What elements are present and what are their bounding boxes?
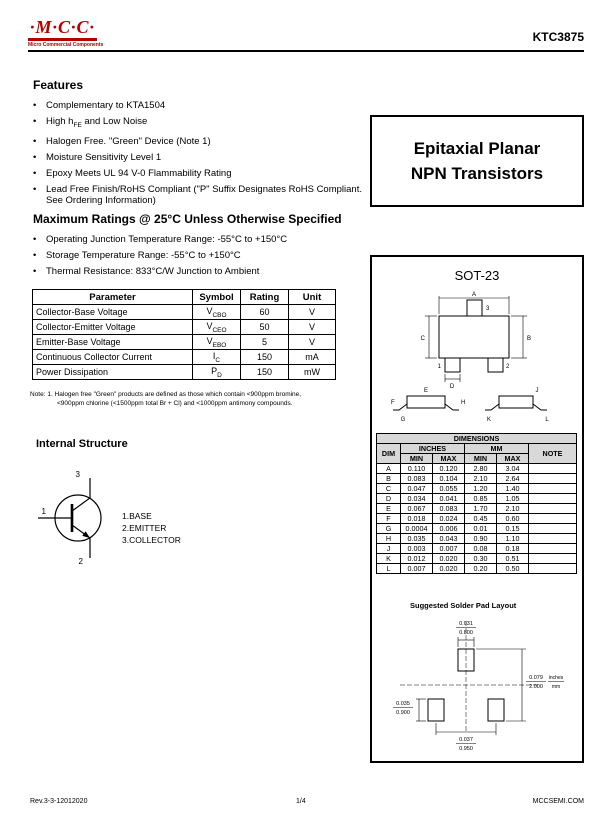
bullet-icon: • xyxy=(33,183,37,195)
bullet-icon: • xyxy=(33,116,37,127)
pad-pitch-mm: 0.950 xyxy=(459,746,473,752)
dim-mm-max: 0.15 xyxy=(497,524,529,534)
dim-in-max: 0.007 xyxy=(433,544,465,554)
rating-text: Operating Junction Temperature Range: -55°C to +150°C xyxy=(46,234,288,245)
max-ratings-section xyxy=(33,212,367,282)
ratings-table xyxy=(32,289,336,380)
feature-item xyxy=(33,116,367,131)
symbol-base: V xyxy=(206,335,213,346)
mcc-logo-text: ·M·C·C· xyxy=(28,18,97,41)
rating-cell: 150 xyxy=(241,350,289,365)
bullet-icon: • xyxy=(33,151,37,163)
dim-mm-max: 1.10 xyxy=(497,534,529,544)
feature-item xyxy=(33,168,367,179)
max-ratings-title: Maximum Ratings @ 25°C Unless Otherwise Specified xyxy=(33,212,342,226)
dim-label-k: K xyxy=(486,417,492,423)
dim-mm-max: 0.60 xyxy=(497,514,529,524)
dim-row xyxy=(377,564,577,574)
rating-item xyxy=(33,266,367,277)
rating-item xyxy=(33,234,367,245)
table-row xyxy=(33,350,336,365)
dim-in-min: 0.012 xyxy=(401,554,433,564)
pkg-pin1-number: 1 xyxy=(437,364,441,370)
feature-text: Epoxy Meets UL 94 V-0 Flammability Rating xyxy=(46,167,232,179)
dim-row xyxy=(377,494,577,504)
dim-letter: B xyxy=(377,474,401,484)
symbol-sub: CBO xyxy=(212,311,227,319)
header-dim: DIM xyxy=(377,444,401,464)
features-title: Features xyxy=(33,78,84,92)
feature-item xyxy=(33,152,367,163)
pad-width-inches: 0.031 xyxy=(459,621,473,627)
bullet-icon: • xyxy=(33,167,37,179)
dim-label-g: G xyxy=(400,417,406,423)
rating-cell: 50 xyxy=(241,320,289,335)
dim-in-max: 0.104 xyxy=(433,474,465,484)
dim-label-a: A xyxy=(471,292,477,298)
bullet-icon: • xyxy=(33,266,37,277)
dim-label-c: C xyxy=(420,336,425,342)
feature-item xyxy=(33,100,367,111)
dim-in-max: 0.083 xyxy=(433,504,465,514)
symbol-cell xyxy=(193,365,241,380)
dim-note xyxy=(529,514,577,524)
rating-item xyxy=(33,250,367,261)
feature-text-post: and Low Noise xyxy=(81,116,148,127)
pin3-number: 3 xyxy=(75,470,80,479)
feature-text: Moisture Sensitivity Level 1 xyxy=(46,151,162,163)
dim-letter: G xyxy=(377,524,401,534)
dim-mm-min: 0.20 xyxy=(465,564,497,574)
dim-letter: C xyxy=(377,484,401,494)
emitter-arrow-icon xyxy=(82,531,90,538)
unit-cell: V xyxy=(289,305,336,320)
pin1-number: 1 xyxy=(41,507,46,516)
symbol-sub: CEO xyxy=(212,326,227,334)
halogen-note xyxy=(30,391,301,408)
dimensions-group-header xyxy=(377,444,577,454)
table-row xyxy=(33,305,336,320)
max-ratings-list xyxy=(33,234,367,277)
symbol-sub: D xyxy=(217,371,222,379)
symbol-cell xyxy=(193,305,241,320)
mcc-logo-subtext: Micro Commercial Components xyxy=(28,42,104,48)
dim-in-max: 0.020 xyxy=(433,554,465,564)
rating-text: Storage Temperature Range: -55°C to +150°C xyxy=(46,250,241,261)
dim-mm-max: 2.64 xyxy=(497,474,529,484)
dim-note xyxy=(529,554,577,564)
unit-cell: V xyxy=(289,320,336,335)
dim-row xyxy=(377,514,577,524)
parameter-cell: Collector-Emitter Voltage xyxy=(33,320,193,335)
dim-note xyxy=(529,464,577,474)
dim-label-j: J xyxy=(535,388,539,394)
pad-height-inches: 0.035 xyxy=(396,701,410,707)
symbol-base: P xyxy=(211,365,218,376)
dim-in-min: 0.018 xyxy=(401,514,433,524)
bullet-icon: • xyxy=(33,100,37,111)
header-inches: INCHES xyxy=(401,444,465,454)
dimensions-table xyxy=(376,433,577,574)
dim-label-d: D xyxy=(449,384,455,390)
dim-in-max: 0.041 xyxy=(433,494,465,504)
dim-note xyxy=(529,474,577,484)
dim-label-h: H xyxy=(461,400,466,406)
dim-mm-max: 0.50 xyxy=(497,564,529,574)
dim-mm-min: 0.01 xyxy=(465,524,497,534)
pin2-number: 2 xyxy=(78,557,83,566)
symbol-base: V xyxy=(206,320,213,331)
symbol-base: I xyxy=(212,350,216,361)
parameter-cell: Continuous Collector Current xyxy=(33,350,193,365)
dim-in-min: 0.007 xyxy=(401,564,433,574)
dim-note xyxy=(529,544,577,554)
bullet-icon: • xyxy=(33,135,37,147)
internal-structure-title: Internal Structure xyxy=(36,438,128,450)
table-row xyxy=(33,320,336,335)
dim-note xyxy=(529,524,577,534)
dim-row xyxy=(377,524,577,534)
symbol-base: V xyxy=(206,305,213,316)
dim-in-max: 0.024 xyxy=(433,514,465,524)
header-parameter: Parameter xyxy=(33,290,193,305)
symbol-cell xyxy=(193,335,241,350)
dim-in-min: 0.034 xyxy=(401,494,433,504)
unit-cell: V xyxy=(289,335,336,350)
package-box xyxy=(370,255,584,763)
feature-text-sub: FE xyxy=(73,121,82,129)
header-symbol: Symbol xyxy=(193,290,241,305)
dim-mm-max: 2.10 xyxy=(497,504,529,514)
dim-in-min: 0.003 xyxy=(401,544,433,554)
pad-pitch-inches: 0.037 xyxy=(459,737,473,743)
dim-row xyxy=(377,534,577,544)
features-list xyxy=(33,100,367,206)
dim-in-max: 0.055 xyxy=(433,484,465,494)
dim-mm-max: 1.05 xyxy=(497,494,529,504)
overall-height-mm: 2.000 xyxy=(529,684,543,690)
dim-letter: K xyxy=(377,554,401,564)
pin-label-base: 1.BASE xyxy=(122,511,152,521)
dim-mm-min: 0.85 xyxy=(465,494,497,504)
dim-label-f: F xyxy=(391,400,395,406)
product-title-line2: NPN Transistors xyxy=(410,164,544,183)
units-inches-label: inches xyxy=(548,675,564,681)
parameter-cell: Emitter-Base Voltage xyxy=(33,335,193,350)
dim-letter: D xyxy=(377,494,401,504)
footer-revision: Rev.3-3-12012020 xyxy=(30,798,88,805)
feature-text xyxy=(46,116,367,131)
header-max-inches: MAX xyxy=(433,454,465,464)
feature-text: Halogen Free. "Green" Device (Note 1) xyxy=(46,135,211,147)
symbol-sub: C xyxy=(215,356,221,364)
header-max-mm: MAX xyxy=(497,454,529,464)
dim-mm-min: 1.70 xyxy=(465,504,497,514)
pad-height-mm: 0.900 xyxy=(396,710,410,716)
dim-note xyxy=(529,504,577,514)
pin-labels xyxy=(122,510,181,546)
dim-in-min: 0.067 xyxy=(401,504,433,514)
dim-note xyxy=(529,564,577,574)
dim-mm-max: 0.51 xyxy=(497,554,529,564)
pkg-pin3-number: 3 xyxy=(486,306,490,312)
dim-in-min: 0.110 xyxy=(401,464,433,474)
symbol-cell xyxy=(193,320,241,335)
rating-cell: 5 xyxy=(241,335,289,350)
dim-mm-min: 0.45 xyxy=(465,514,497,524)
dim-note xyxy=(529,534,577,544)
footer-page-number: 1/4 xyxy=(296,798,306,805)
header-min-inches: MIN xyxy=(401,454,433,464)
feature-item xyxy=(33,136,367,147)
dim-mm-min: 0.30 xyxy=(465,554,497,564)
note-line1: Note: 1. Halogen free "Green" products are defined as those which contain <900ppm bromine, xyxy=(30,391,302,398)
header-note: NOTE xyxy=(529,444,577,464)
dim-in-min: 0.083 xyxy=(401,474,433,484)
header-min-mm: MIN xyxy=(465,454,497,464)
dim-in-min: 0.0004 xyxy=(401,524,433,534)
footer-website: MCCSEMI.COM xyxy=(532,798,584,805)
rating-text: Thermal Resistance: 833°C/W Junction to Ambient xyxy=(46,266,260,277)
bullet-icon: • xyxy=(33,250,37,261)
rating-cell: 60 xyxy=(241,305,289,320)
parameter-cell: Power Dissipation xyxy=(33,365,193,380)
features-section xyxy=(33,78,367,211)
dim-row xyxy=(377,464,577,474)
bullet-icon: • xyxy=(33,234,37,245)
dim-label-l: L xyxy=(545,417,549,423)
dim-letter: H xyxy=(377,534,401,544)
dim-mm-min: 0.90 xyxy=(465,534,497,544)
dimensions-title: DIMENSIONS xyxy=(377,434,577,444)
pad-width-mm: 0.800 xyxy=(459,630,473,636)
pin-label-collector: 3.COLLECTOR xyxy=(122,535,181,545)
table-row xyxy=(33,365,336,380)
dim-row xyxy=(377,544,577,554)
dim-note xyxy=(529,494,577,504)
dim-in-max: 0.006 xyxy=(433,524,465,534)
pin-label-emitter: 2.EMITTER xyxy=(122,523,167,533)
dim-letter: E xyxy=(377,504,401,514)
dim-mm-min: 0.08 xyxy=(465,544,497,554)
dim-label-b: B xyxy=(527,336,532,342)
feature-item xyxy=(33,184,367,206)
note-line2: <900ppm chlorine (<1500ppm total Br + Cl) and <1000ppm antimony compounds. xyxy=(57,399,293,407)
dim-row xyxy=(377,504,577,514)
solder-pad-layout-drawing xyxy=(388,613,566,755)
part-number: KTC3875 xyxy=(532,30,584,44)
header-mm: MM xyxy=(465,444,529,454)
dim-letter: A xyxy=(377,464,401,474)
overall-height-inches: 0.079 xyxy=(529,675,543,681)
symbol-cell xyxy=(193,350,241,365)
ratings-table-header xyxy=(33,290,336,305)
header-rule xyxy=(28,50,584,52)
dim-mm-max: 1.40 xyxy=(497,484,529,494)
dim-mm-max: 0.18 xyxy=(497,544,529,554)
pkg-pin2-number: 2 xyxy=(506,364,510,370)
rating-cell: 150 xyxy=(241,365,289,380)
dim-row xyxy=(377,484,577,494)
feature-text: Lead Free Finish/RoHS Compliant ("P" Suffix Designates RoHS Compliant. See Ordering Information) xyxy=(46,183,362,206)
transistor-symbol-diagram xyxy=(20,456,130,566)
parameter-cell: Collector-Base Voltage xyxy=(33,305,193,320)
product-title-box xyxy=(370,115,584,207)
dim-in-max: 0.043 xyxy=(433,534,465,544)
dim-in-min: 0.035 xyxy=(401,534,433,544)
unit-cell: mA xyxy=(289,350,336,365)
symbol-sub: EBO xyxy=(212,341,227,349)
dim-letter: J xyxy=(377,544,401,554)
package-outline-drawing xyxy=(387,288,567,430)
header-rating: Rating xyxy=(241,290,289,305)
mcc-logo xyxy=(28,18,103,48)
dim-in-max: 0.020 xyxy=(433,564,465,574)
solder-pad-title: Suggested Solder Pad Layout xyxy=(410,601,517,610)
dim-note xyxy=(529,484,577,494)
dimensions-title-row xyxy=(377,434,577,444)
dim-label-e: E xyxy=(423,388,429,394)
dim-letter: L xyxy=(377,564,401,574)
dim-mm-min: 2.80 xyxy=(465,464,497,474)
dim-in-min: 0.047 xyxy=(401,484,433,494)
dim-row xyxy=(377,474,577,484)
feature-text-pre: High h xyxy=(46,116,74,127)
table-row xyxy=(33,335,336,350)
dim-in-max: 0.120 xyxy=(433,464,465,474)
unit-cell: mW xyxy=(289,365,336,380)
dim-letter: F xyxy=(377,514,401,524)
dim-mm-min: 1.20 xyxy=(465,484,497,494)
dim-mm-min: 2.10 xyxy=(465,474,497,484)
package-name: SOT-23 xyxy=(454,268,500,283)
header-unit: Unit xyxy=(289,290,336,305)
dim-row xyxy=(377,554,577,564)
dim-mm-max: 3.04 xyxy=(497,464,529,474)
units-mm-label: mm xyxy=(551,684,561,690)
product-title-line1: Epitaxial Planar xyxy=(413,139,541,158)
feature-text: Complementary to KTA1504 xyxy=(46,100,166,111)
